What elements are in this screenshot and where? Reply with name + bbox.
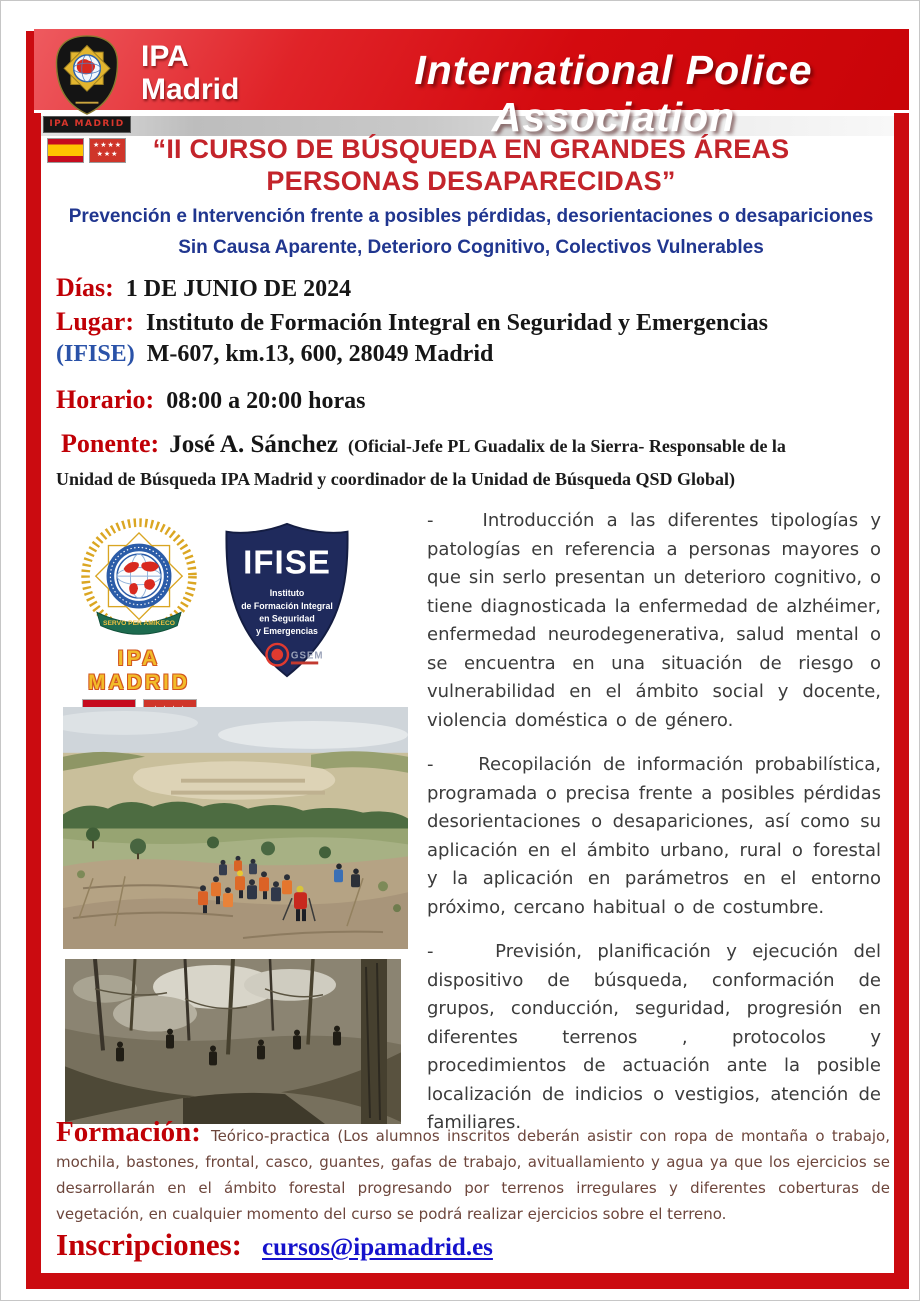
ifise-title-text: IFISE — [243, 544, 331, 582]
ponente-role-line2: Unidad de Búsqueda IPA Madrid y coordinador de la Unidad de Búsqueda QSD Global) — [56, 469, 736, 489]
course-title-line2: PERSONAS DESAPARECIDAS” — [266, 166, 676, 196]
course-subtitle-line2: Sin Causa Aparente, Deterioro Cognitivo, Colectivos Vulnerables — [178, 237, 764, 258]
ifise-sub-line4: y Emergencias — [256, 626, 318, 637]
course-topic-paragraph-1: - Introducción a las diferentes tipologías y patologías en referencia a personas mayores o que sin serlo presentan un deterioro cognitivo, o tiene diagnosticada la enfermedad de alzhéimer, enfermedad neurodegenerativa, salud mental o se encuentra en una situación de riesgo o vulnerabilidad en el ámbito social y docente, violencia doméstica o de género. — [427, 510, 881, 731]
course-topic-paragraph-2: - Recopilación de información probabilística, programada o precisa frente a posibles pérdidas desorientaciones o desapariciones, así como su aplicación en el ámbito urbano, rural o forestal y la aplicación en parámetros en el entorno próximo, cercano habitual o de costumbre. — [427, 754, 881, 918]
ipa-motto-text: SERVO PER AMIKECO — [103, 619, 175, 627]
course-topic-paragraph-3: - Previsión, planificación y ejecución del dispositivo de búsqueda, conformación de grupos, conducción, seguridad, progresión en diferentes terrenos , protocolos y procedimientos de actuación ante la posible localización de indicios o vestigios, atención de familiares. — [427, 941, 881, 1133]
inscripciones-label: Inscripciones: — [56, 1227, 242, 1262]
dias-row — [56, 273, 351, 303]
lugar-address: M-607, km.13, 600, 28049 Madrid — [146, 341, 494, 367]
ifise-sub-line1: Instituto — [269, 588, 305, 599]
ifise-shield-icon — [217, 519, 357, 681]
org-name — [141, 40, 239, 106]
org-name-line1: IPA — [141, 40, 189, 73]
formacion-text: Teórico-practica (Los alumnos inscritos deberán asistir con ropa de montaña o trabajo, mochila, bastones, frontal, casco, guantes, gafas de trabajo, avituallamiento y agua ya que los ejercicios se desarrollarán en el ámbito forestal progresando por terrenos irregulares y diferentes coberturas de vegetación, en cualquier momento del curso se podrá realizar ejercicios sobre el terreno. — [56, 1127, 890, 1223]
formacion-label: Formación: — [56, 1116, 201, 1148]
ifise-acronym: (IFISE) — [56, 341, 135, 367]
ponente-row — [61, 429, 786, 459]
ipa-emblem-caption: IPA MADRID — [88, 647, 190, 694]
horario-row — [56, 385, 366, 415]
ifise-sub-line2: de Formación Integral — [241, 600, 333, 611]
ponente-role-line1: (Oficial-Jefe PL Guadalix de la Sierra- Responsable de la — [347, 436, 786, 456]
course-subtitle-line1: Prevención e Intervención frente a posibles pérdidas, desorientaciones o desapariciones — [68, 206, 874, 227]
horario-value: 08:00 a 20:00 horas — [166, 388, 366, 414]
search-team-hill-image — [63, 707, 408, 949]
formacion-section — [56, 1116, 890, 1227]
frame-bottom-bar — [26, 1273, 909, 1289]
inscripciones-section — [56, 1227, 493, 1263]
course-title-line1: “II CURSO DE BÚSQUEDA EN GRANDES ÁREAS — [152, 134, 790, 164]
frame-right-bar — [894, 31, 909, 1289]
lugar-row — [56, 307, 768, 337]
dias-label: Días: — [56, 273, 114, 302]
ipa-emblem-icon — [71, 515, 207, 641]
photo-search-team-hill — [63, 707, 408, 949]
ipa-badge-caption: IPA MADRID — [43, 116, 131, 133]
course-topics — [427, 507, 881, 1154]
horario-label: Horario: — [56, 385, 155, 414]
frame-left-bar — [26, 31, 41, 1289]
ponente-name: José A. Sánchez — [169, 431, 338, 458]
photo-forest-search — [65, 959, 401, 1124]
ifise-shield-logo — [217, 519, 357, 686]
ponente-label: Ponente: — [61, 429, 160, 458]
forest-search-image — [65, 959, 401, 1124]
ipa-madrid-emblem-logo — [67, 515, 211, 732]
lugar-value: Instituto de Formación Integral en Seguridad y Emergencias — [146, 310, 768, 336]
ipa-badge-logo — [43, 34, 131, 163]
madrid-flag-icon: ★★★★ ★★★ — [89, 138, 126, 163]
ifise-sub-line3: en Seguridad — [259, 613, 315, 624]
dias-value: 1 DE JUNIO DE 2024 — [125, 276, 352, 302]
ipa-badge-shield-icon — [49, 34, 125, 116]
lugar-address-row — [56, 341, 493, 368]
association-title: International Police Association — [414, 47, 813, 140]
spain-flag-icon — [47, 138, 84, 163]
inscripciones-email-link[interactable]: cursos@ipamadrid.es — [262, 1234, 493, 1261]
gsem-label-text: GSEM — [290, 650, 324, 662]
lugar-label: Lugar: — [56, 307, 134, 336]
org-name-line2: Madrid — [141, 73, 240, 106]
